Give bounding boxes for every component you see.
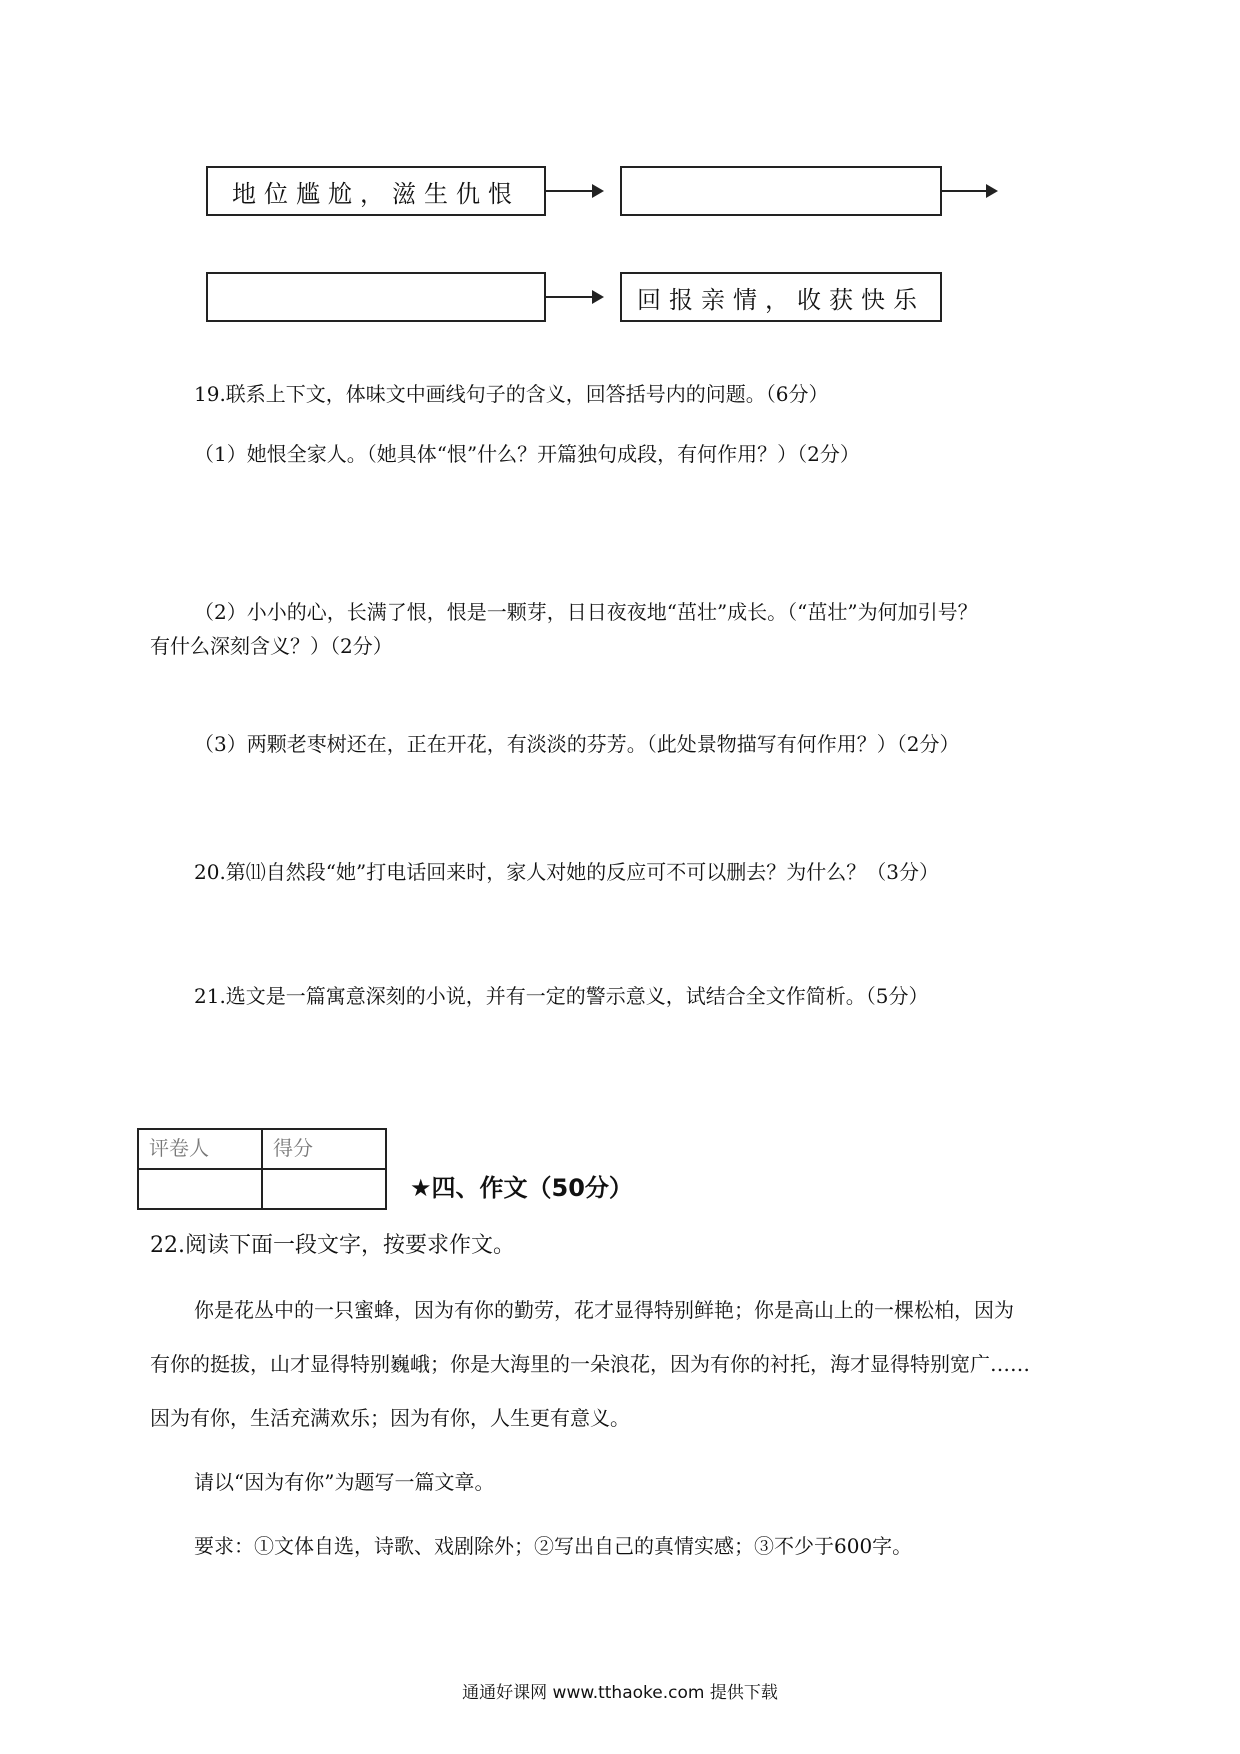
passage-line-1: 你是花丛中的一只蜜蜂，因为有你的勤劳，花才显得特别鲜艳；你是高山上的一棵松柏，因为 <box>194 1298 1014 1322</box>
essay-prompt: 请以“因为有你”为题写一篇文章。 <box>194 1470 495 1494</box>
arrow-right-icon <box>942 190 996 192</box>
question-21: 21.选文是一篇寓意深刻的小说，并有一定的警示意义，试结合全文作简析。（5分） <box>194 984 929 1008</box>
grading-table <box>137 1128 387 1210</box>
reviewer-cell <box>138 1169 262 1209</box>
question-19: 19.联系上下文，体味文中画线句子的含义，回答括号内的问题。（6分） <box>194 382 829 406</box>
diagram-box-2 <box>620 166 942 216</box>
score-cell <box>262 1169 386 1209</box>
question-19-2-line2: 有什么深刻含义？）（2分） <box>150 634 393 658</box>
question-19-3: （3）两颗老枣树还在，正在开花，有淡淡的芬芳。（此处景物描写有何作用？）（2分） <box>194 732 960 756</box>
footer: 通通好课网 www.tthaoke.com 提供下载 <box>462 1683 778 1703</box>
essay-requirements: 要求：①文体自选，诗歌、戏剧除外；②写出自己的真情实感；③不少于600字。 <box>194 1534 913 1558</box>
question-22: 22.阅读下面一段文字，按要求作文。 <box>150 1233 515 1258</box>
arrow-right-icon <box>546 296 602 298</box>
passage-line-3: 因为有你，生活充满欢乐；因为有你，人生更有意义。 <box>150 1406 630 1430</box>
passage-line-2: 有你的挺拔，山才显得特别巍峨；你是大海里的一朵浪花，因为有你的衬托，海才显得特别宽广…… <box>150 1352 1030 1376</box>
question-19-2-line1: （2）小小的心，长满了恨，恨是一颗芽，日日夜夜地“茁壮”成长。（“茁壮”为何加引号？ <box>194 600 978 624</box>
question-20: 20.第⑾自然段“她”打电话回来时，家人对她的反应可不可以删去？为什么？（3分） <box>194 860 939 884</box>
score-label: 得分 <box>262 1129 386 1169</box>
diagram-box-3 <box>206 272 546 322</box>
reviewer-label: 评卷人 <box>138 1129 262 1169</box>
diagram-box-1: 地位尴尬，滋生仇恨 <box>206 166 546 216</box>
question-19-1: （1）她恨全家人。（她具体“恨”什么？开篇独句成段，有何作用？）（2分） <box>194 442 860 466</box>
arrow-right-icon <box>546 190 602 192</box>
diagram-box-4: 回报亲情，收获快乐 <box>620 272 942 322</box>
section-title: ★四、作文（50分） <box>410 1174 633 1202</box>
